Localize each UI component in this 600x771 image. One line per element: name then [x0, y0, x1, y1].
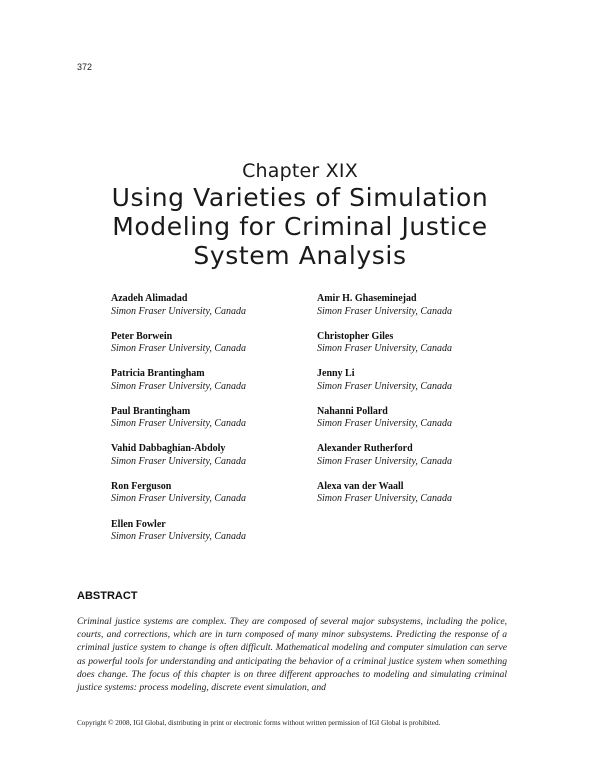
author-name: Patricia Brantingham — [111, 368, 205, 380]
author-name: Ron Ferguson — [111, 480, 172, 492]
author-name: Jenny Li — [317, 368, 355, 380]
author-entry — [317, 368, 452, 406]
author-affiliation: Simon Fraser University, Canada — [317, 455, 452, 467]
author-affiliation: Simon Fraser University, Canada — [317, 305, 452, 317]
author-name: Alexa van der Waall — [317, 480, 404, 492]
author-column-right — [317, 293, 452, 519]
author-entry — [111, 443, 246, 481]
author-affiliation: Simon Fraser University, Canada — [111, 305, 246, 317]
author-affiliation: Simon Fraser University, Canada — [111, 418, 246, 430]
author-affiliation: Simon Fraser University, Canada — [317, 380, 452, 392]
author-entry — [111, 368, 246, 406]
author-entry — [317, 293, 452, 331]
author-affiliation: Simon Fraser University, Canada — [111, 493, 246, 505]
author-name: Christopher Giles — [317, 330, 394, 342]
author-name: Peter Borwein — [111, 330, 173, 342]
author-affiliation: Simon Fraser University, Canada — [317, 493, 452, 505]
author-entry — [111, 293, 246, 331]
author-entry — [317, 406, 452, 444]
author-entry — [317, 331, 452, 369]
author-column-left — [111, 293, 246, 556]
author-affiliation: Simon Fraser University, Canada — [111, 531, 246, 543]
author-name: Azadeh Alimadad — [111, 293, 188, 304]
abstract-text: Criminal justice systems are complex. They are composed of several major subsystems, including the police, courts, and corrections, which are in turn composed of many minor subsystems. Predicting the response of a criminal justice system to change is often difficult. Mathematical modeling and computer simulation can serve as powerful tools for understanding and anticipating the behavior of a criminal justice system when something does change. The focus of this chapter is on three different approaches to modeling and simulating criminal justice systems: process modeling, discrete event simulation, and — [77, 616, 507, 694]
author-name: Vahid Dabbaghian-Abdoly — [111, 443, 226, 455]
author-entry — [111, 406, 246, 444]
author-affiliation: Simon Fraser University, Canada — [111, 343, 246, 355]
author-name: Amir H. Ghaseminejad — [317, 293, 417, 304]
author-entry — [111, 331, 246, 369]
copyright-notice: Copyright © 2008, IGI Global, distributing in print or electronic forms without written permission of IGI Global is prohibited. — [77, 719, 441, 727]
author-affiliation: Simon Fraser University, Canada — [111, 380, 246, 392]
chapter-label: Chapter XIX — [242, 160, 358, 182]
author-affiliation: Simon Fraser University, Canada — [317, 418, 452, 430]
author-affiliation: Simon Fraser University, Canada — [317, 343, 452, 355]
chapter-title: Using Varieties of Simulation Modeling for Criminal Justice System Analysis — [111, 183, 489, 270]
author-name: Ellen Fowler — [111, 518, 166, 530]
author-name: Paul Brantingham — [111, 405, 191, 417]
author-name: Nahanni Pollard — [317, 405, 388, 417]
author-affiliation: Simon Fraser University, Canada — [111, 455, 246, 467]
author-entry — [111, 481, 246, 519]
author-entry — [317, 443, 452, 481]
author-entry — [317, 481, 452, 519]
page-number: 372 — [77, 62, 93, 72]
author-name: Alexander Rutherford — [317, 443, 413, 455]
author-entry — [111, 519, 246, 557]
abstract-heading: ABSTRACT — [77, 590, 138, 602]
